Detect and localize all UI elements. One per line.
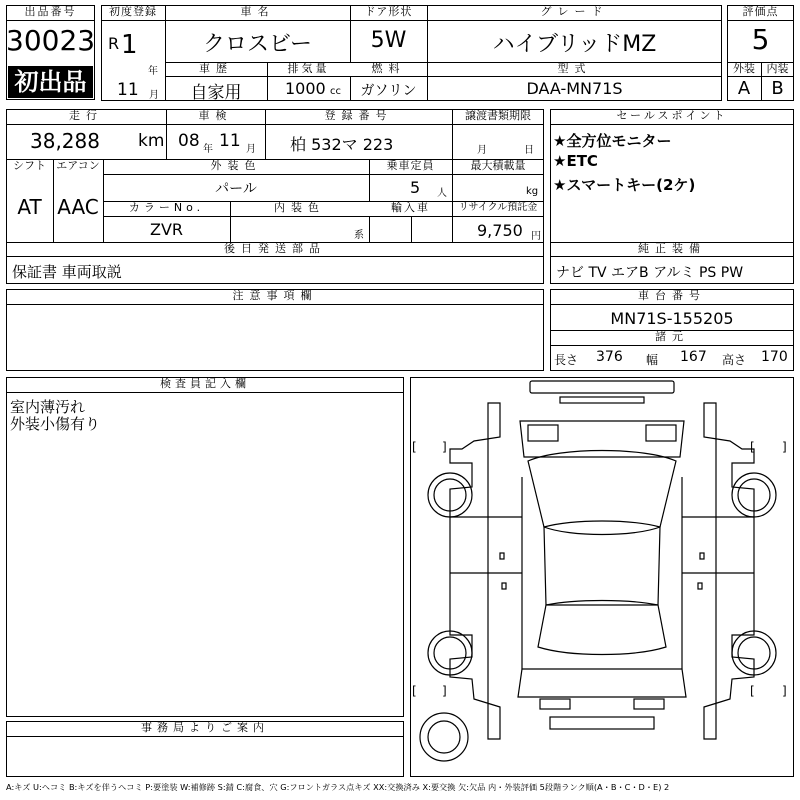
model-value: DAA-MN71S — [526, 79, 623, 98]
capacity-unit: 人 — [437, 188, 447, 199]
sales-point-3: ★スマートキー(2ケ) — [553, 176, 696, 194]
color-no-value: ZVR — [149, 220, 184, 239]
bracket-left-3: [ — [412, 684, 417, 698]
bracket-left-2: [ — [750, 440, 755, 454]
model-label: 型式 — [557, 62, 592, 75]
interior-grade-value: B — [771, 78, 784, 99]
grade-value: ハイブリッドMZ — [492, 32, 657, 57]
fuel-value: ガソリン — [360, 83, 417, 99]
damage-legend: A:キズ U:ヘコミ B:キズを伴うヘコミ P:要塗装 W:補修跡 S:錆 C:腐食、穴 G:フロントガラス点キズ XX:交換済み X:要交換 欠:欠品 内・外装評価 5段階ランク順(A・B・C・D・E) 2 — [6, 782, 670, 792]
displacement-unit: cc — [330, 86, 341, 97]
import-label: 輸入車 — [391, 201, 430, 214]
inspector-line-2: 外装小傷有り — [10, 415, 101, 433]
bracket-right-2: ] — [782, 440, 787, 454]
bracket-right-4: ] — [782, 684, 787, 698]
transfer-day-unit: 日 — [524, 145, 534, 156]
exterior-color-value: パール — [215, 181, 257, 197]
registration-label: 登録番号 — [324, 109, 393, 122]
color-no-label: カラーNo. — [128, 201, 205, 214]
width-label: 幅 — [646, 353, 659, 367]
first-reg-month-unit: 月 — [149, 90, 159, 101]
history-value: 自家用 — [190, 83, 242, 103]
shift-label: シフト — [13, 159, 46, 172]
interior-color-unit: 系 — [354, 230, 364, 241]
shift-value: AT — [17, 195, 42, 219]
exterior-grade-label: 外装 — [733, 62, 755, 75]
later-parts-value: 保証書 車両取説 — [12, 263, 122, 281]
lot-number: 30023 — [6, 24, 95, 57]
genuine-value: ナビ TV エアB アルミ PS PW — [556, 265, 744, 281]
sales-points-label: セールスポイント — [616, 109, 728, 122]
recycle-unit: 円 — [531, 231, 541, 242]
aircon-label: エアコン — [56, 159, 100, 172]
exterior-color-label: 外装色 — [210, 159, 262, 172]
recycle-label: リサイクル預託金 — [458, 202, 538, 213]
grade-label: グレード — [540, 5, 609, 18]
bracket-left-4: [ — [750, 684, 755, 698]
height-value: 170 — [761, 349, 788, 365]
door-value: 5W — [370, 28, 407, 53]
history-label: 車歴 — [199, 62, 233, 75]
later-parts-label: 後日発送部品 — [224, 242, 326, 255]
first-reg-year-unit: 年 — [148, 66, 158, 77]
capacity-label: 乗車定員 — [386, 159, 435, 172]
sales-point-2: ★ETC — [553, 152, 598, 170]
first-reg-year: 1 — [121, 30, 138, 60]
mileage-unit: km — [138, 131, 165, 151]
car-name-label: 車名 — [240, 5, 275, 18]
car-name-value: クロスビー — [202, 32, 313, 57]
inspection-month-unit: 月 — [246, 144, 256, 155]
genuine-label: 純正装備 — [638, 242, 706, 255]
first-reg-label: 初度登録 — [109, 5, 157, 18]
mileage-value: 38,288 — [30, 129, 100, 153]
capacity-value: 5 — [410, 178, 421, 197]
mileage-label: 走行 — [69, 109, 103, 122]
score-value: 5 — [751, 23, 770, 56]
inspector-label: 検査員記入欄 — [160, 377, 250, 390]
height-label: 高さ — [722, 353, 747, 367]
max-load-unit: kg — [526, 186, 539, 197]
registration-value: 柏 532マ 223 — [290, 135, 394, 154]
chassis-label: 車台番号 — [638, 289, 706, 302]
width-value: 167 — [680, 349, 707, 365]
first-reg-month: 11 — [117, 80, 139, 100]
office-label: 事務局よりご案内 — [141, 721, 269, 734]
displacement-label: 排気量 — [287, 62, 330, 75]
inspection-month: 11 — [219, 131, 241, 151]
bracket-left-1: [ — [412, 440, 417, 454]
first-reg-era: R — [108, 34, 120, 53]
specs-label: 諸元 — [655, 330, 689, 343]
displacement-value: 1000 — [285, 79, 326, 98]
notes-label: 注意事項欄 — [232, 289, 318, 302]
length-label: 長さ — [554, 353, 579, 367]
inspection-year: 08 — [178, 131, 200, 151]
inspection-label: 車検 — [198, 109, 233, 122]
transfer-month-unit: 月 — [477, 145, 487, 156]
inspector-line-1: 室内薄汚れ — [10, 398, 86, 416]
bracket-right-3: ] — [442, 684, 447, 698]
inspection-year-unit: 年 — [203, 144, 213, 155]
lot-label: 出品番号 — [24, 5, 77, 18]
interior-color-label: 内装色 — [274, 201, 325, 214]
exterior-grade-value: A — [737, 78, 751, 99]
recycle-value: 9,750 — [477, 221, 523, 240]
transfer-label: 譲渡書類期限 — [465, 109, 531, 122]
score-label: 評価点 — [742, 5, 779, 18]
first-listing-badge: 初出品 — [8, 66, 93, 98]
length-value: 376 — [596, 349, 623, 365]
aircon-value: AAC — [57, 195, 99, 219]
sales-point-1: ★全方位モニター — [553, 132, 672, 150]
interior-grade-label: 内装 — [766, 62, 789, 75]
fuel-label: 燃料 — [371, 62, 406, 75]
bracket-right-1: ] — [442, 440, 447, 454]
chassis-value: MN71S-155205 — [610, 309, 734, 328]
car-damage-diagram — [410, 377, 794, 777]
max-load-label: 最大積載量 — [470, 159, 526, 172]
door-label: ドア形状 — [364, 5, 413, 18]
